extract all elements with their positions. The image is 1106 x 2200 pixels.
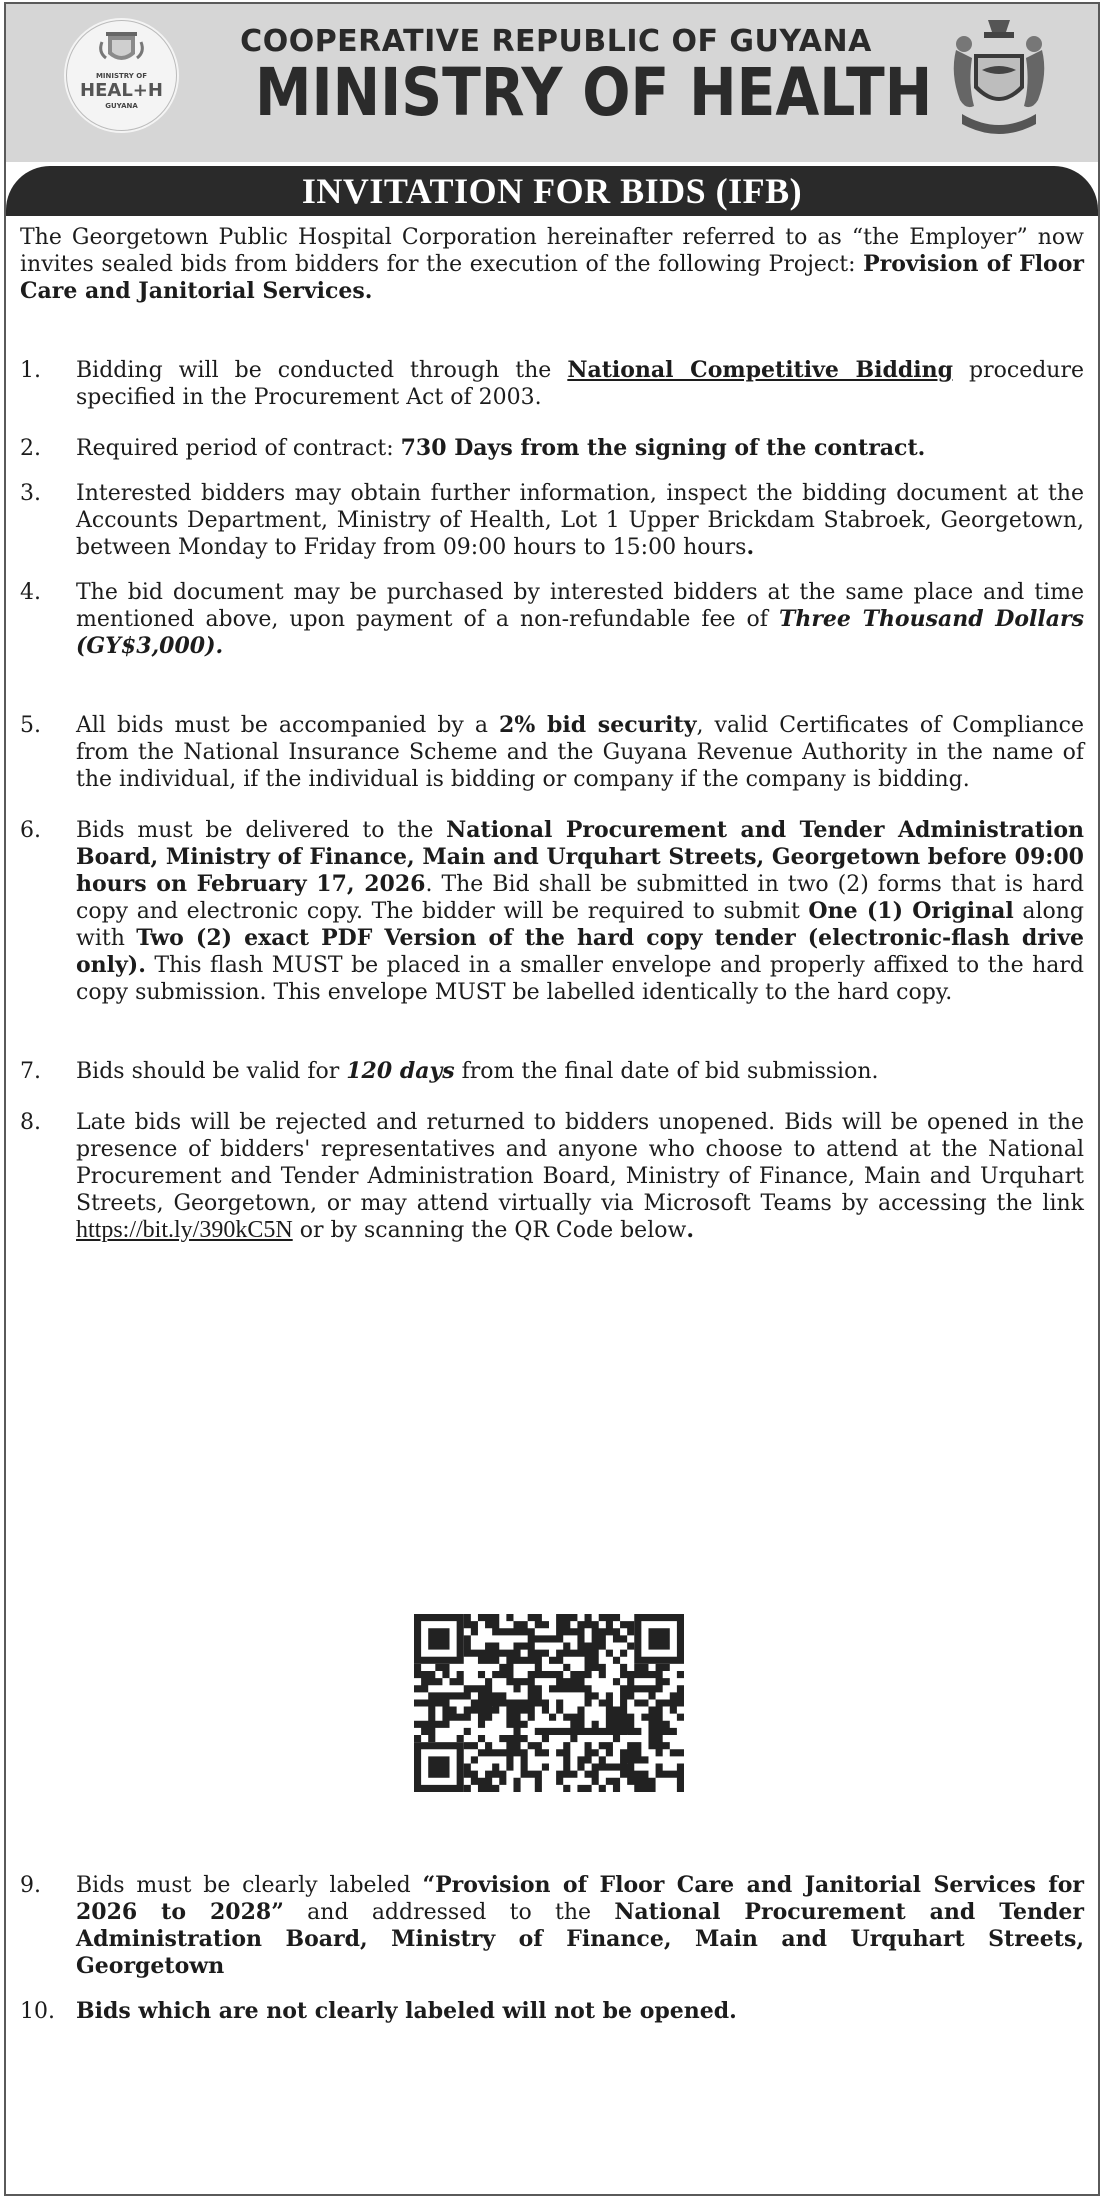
- banner-title: INVITATION FOR BIDS (IFB): [301, 171, 803, 211]
- logo-health-wordmark: HEAL+H: [80, 80, 163, 101]
- item-text: All bids must be accompanied by a: [76, 713, 500, 738]
- logo-guyana: GUYANA: [105, 102, 138, 110]
- item-number: 3.: [20, 481, 41, 506]
- item-bold: “Provision of Floor Care and Janitorial Services for 2026 to 2028”: [76, 1872, 1085, 1925]
- item-text: Bids must be clearly labeled: [76, 1873, 423, 1898]
- list-item: [20, 1058, 1084, 1085]
- country-heading: COOPERATIVE REPUBLIC OF GUYANA: [240, 24, 872, 59]
- conditions-list: [20, 357, 1084, 1244]
- list-item: [20, 579, 1084, 660]
- item-text: Bidding will be conducted through the: [76, 358, 568, 383]
- item-text: along with: [76, 899, 1084, 951]
- item-number: 4.: [20, 580, 41, 605]
- ministry-logo: [64, 18, 179, 133]
- list-item: [20, 357, 1084, 411]
- item-bold: 2% bid security: [499, 712, 697, 738]
- item-text: or by scanning the QR Code below: [292, 1218, 687, 1243]
- conditions-list-continued: [20, 1872, 1084, 2025]
- item-text: Interested bidders may obtain further information, inspect the bidding document at the Accounts Department, Ministry of Health, Lot 1 Upper Brickdam Stabroek, Georgetown, between Monday to Friday from 09:00 hours to 15:00 hours: [76, 481, 1084, 560]
- item-number: 5.: [20, 713, 41, 738]
- item-text: Bids must be delivered to the: [76, 818, 447, 843]
- tender-body: [20, 224, 1084, 1244]
- item-number: 2.: [20, 436, 41, 461]
- item-bold-italic: Three Thousand Dollars (GY$3,000).: [76, 606, 1084, 659]
- item-number: 6.: [20, 818, 41, 843]
- intro-paragraph: [20, 224, 1084, 305]
- item-text: and addressed to the: [283, 1900, 615, 1925]
- item-bold: .: [746, 534, 755, 560]
- item-bold: National Procurement and Tender Administration Board, Ministry of Finance, Main and Urquhart Streets, Georgetown: [76, 1899, 1085, 1979]
- item-text: , valid Certificates of Compliance from the National Insurance Scheme and the Guyana Revenue Authority in the name of the individual, if the individual is bidding or company if the company is bidding.: [76, 713, 1084, 792]
- item-text: Late bids will be rejected and returned to bidders unopened. Bids will be opened in the presence of bidders' representatives and anyone who choose to attend at the National Procurement and Tender Administration Board, Ministry of Finance, Main and Urquhart Streets, Georgetown, or may attend virtually via Microsoft Teams by accessing the link: [76, 1110, 1084, 1216]
- item-bold-italic: 120 days: [346, 1058, 455, 1084]
- item-number: 7.: [20, 1059, 41, 1084]
- tender-body-lower: [20, 1872, 1084, 2025]
- item-bold: 730 Days from the signing of the contract.: [400, 435, 926, 461]
- intro-project: Provision of Floor Care and Janitorial Services.: [20, 251, 1084, 304]
- item-bold: Bids which are not clearly labeled will not be opened.: [76, 1998, 737, 2024]
- list-item: [20, 712, 1084, 793]
- document-frame: [4, 2, 1100, 2196]
- teams-link[interactable]: https://bit.ly/390kC5N: [76, 1217, 293, 1243]
- ministry-heading: MINISTRY OF HEALTH: [255, 54, 933, 131]
- item-text: This flash MUST be placed in a smaller envelope and properly affixed to the hard copy submission. This envelope MUST be labelled identically to the hard copy.: [76, 953, 1084, 1005]
- coat-of-arms-icon: [944, 14, 1054, 144]
- item-number: 1.: [20, 358, 41, 383]
- item-text: from the final date of bid submission.: [454, 1059, 879, 1084]
- item-number: 9.: [20, 1873, 41, 1898]
- list-item: [20, 1998, 1084, 2025]
- logo-ministry-of: MINISTRY OF: [95, 72, 148, 80]
- item-text: . The Bid shall be submitted in two (2) forms that is hard copy and electronic copy. The bidder will be required to submit: [76, 872, 1084, 924]
- header: [6, 4, 1098, 162]
- item-bold: National Competitive Bidding: [567, 357, 953, 383]
- item-text: Required period of contract:: [76, 436, 401, 461]
- item-number: 8.: [20, 1110, 41, 1135]
- item-number: 10.: [20, 1999, 55, 2024]
- list-item: [20, 1872, 1084, 1980]
- item-bold: .: [686, 1217, 694, 1243]
- item-text: The bid document may be purchased by interested bidders at the same place and time mentioned above, upon payment of a non-refundable fee of: [76, 580, 1084, 632]
- list-item: [20, 480, 1084, 561]
- list-item: [20, 1109, 1084, 1244]
- intro-text: The Georgetown Public Hospital Corporation hereinafter referred to as “the Employer” now invites sealed bids from bidders for the execution of the following Project:: [20, 225, 1084, 277]
- item-bold: One (1) Original: [808, 898, 1014, 924]
- item-text: procedure specified in the Procurement Act of 2003.: [76, 358, 1084, 410]
- list-item: [20, 817, 1084, 1006]
- item-bold: National Procurement and Tender Administration Board, Ministry of Finance, Main and Urquhart Streets, Georgetown before 09:00 hours on February 17, 2026: [76, 817, 1084, 897]
- qr-code-icon[interactable]: [414, 1614, 684, 1792]
- list-item: [20, 435, 1084, 462]
- item-bold: Two (2) exact PDF Version of the hard copy tender (electronic-flash drive only).: [76, 925, 1084, 978]
- item-text: Bids should be valid for: [76, 1059, 347, 1084]
